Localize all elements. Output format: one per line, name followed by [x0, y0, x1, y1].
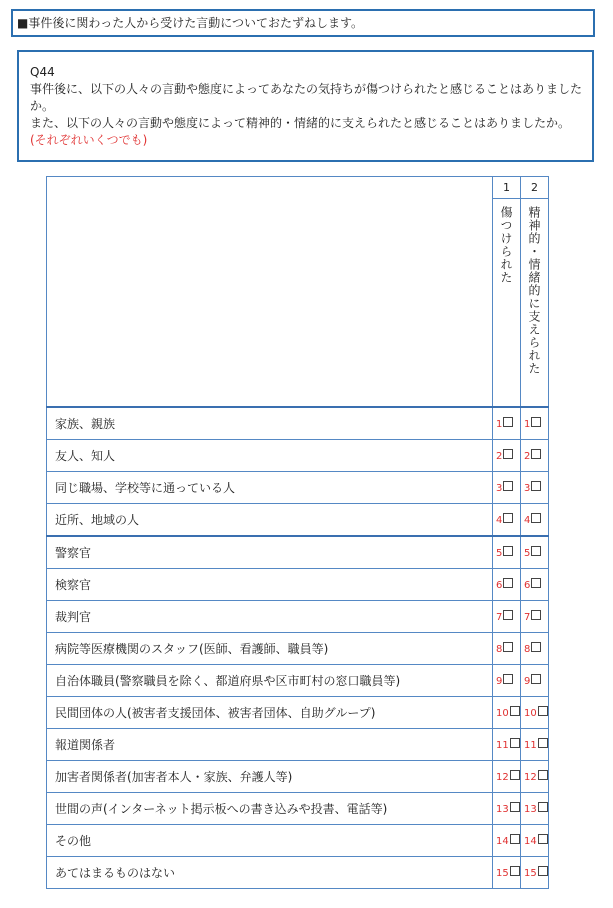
- supported-option-cell: [521, 471, 549, 503]
- option-code: 11: [524, 740, 537, 751]
- option-code: 15: [524, 868, 537, 879]
- supported-option-cell: [521, 696, 549, 728]
- supported-option-cell: [521, 632, 549, 664]
- option-code: 5: [496, 548, 503, 559]
- column-number-row: [47, 177, 549, 199]
- option-code: 10: [524, 708, 537, 719]
- supported-checkbox[interactable]: [531, 449, 541, 459]
- hurt-option-cell: [493, 503, 521, 536]
- row-label: 友人、知人: [47, 439, 493, 471]
- supported-checkbox[interactable]: [531, 481, 541, 491]
- hurt-checkbox[interactable]: [510, 834, 520, 844]
- hurt-checkbox[interactable]: [510, 770, 520, 780]
- option-code: 12: [524, 772, 537, 783]
- hurt-option-cell: [493, 568, 521, 600]
- row-label: 加害者関係者(加害者本人・家族、弁護人等): [47, 760, 493, 792]
- option-code: 13: [524, 804, 537, 815]
- table-row: [47, 824, 549, 856]
- question-text-2: [30, 115, 582, 149]
- row-label: 検察官: [47, 568, 493, 600]
- option-code: 8: [524, 644, 531, 655]
- hurt-option-cell: [493, 407, 521, 440]
- option-code: 3: [496, 483, 503, 494]
- table-row: [47, 632, 549, 664]
- column-number-1: 1: [493, 177, 521, 199]
- option-code: 9: [524, 676, 531, 687]
- row-label: 世間の声(インターネット掲示板への書き込みや投書、電話等): [47, 792, 493, 824]
- hurt-checkbox[interactable]: [503, 610, 513, 620]
- supported-option-cell: [521, 536, 549, 569]
- option-code: 8: [496, 644, 503, 655]
- supported-option-cell: [521, 792, 549, 824]
- column-number-2: 2: [521, 177, 549, 199]
- table-row: [47, 503, 549, 536]
- supported-checkbox[interactable]: [531, 642, 541, 652]
- hurt-checkbox[interactable]: [503, 417, 513, 427]
- table-row: [47, 600, 549, 632]
- supported-checkbox[interactable]: [531, 546, 541, 556]
- response-table: [46, 176, 549, 889]
- hurt-option-cell: [493, 856, 521, 888]
- option-code: 14: [524, 836, 537, 847]
- hurt-option-cell: [493, 760, 521, 792]
- hurt-checkbox[interactable]: [503, 481, 513, 491]
- question-note: (それぞれいくつでも): [30, 133, 148, 147]
- option-code: 2: [524, 451, 531, 462]
- row-label: 報道関係者: [47, 728, 493, 760]
- option-code: 5: [524, 548, 531, 559]
- row-label: 近所、地域の人: [47, 503, 493, 536]
- table-row: [47, 471, 549, 503]
- option-code: 15: [496, 868, 509, 879]
- supported-option-cell: [521, 728, 549, 760]
- supported-checkbox[interactable]: [538, 738, 548, 748]
- row-label: あてはまるものはない: [47, 856, 493, 888]
- hurt-checkbox[interactable]: [503, 642, 513, 652]
- supported-checkbox[interactable]: [538, 866, 548, 876]
- question-text-1: 事件後に、以下の人々の言動や態度によってあなたの気持ちが傷つけられたと感じることはありましたか。: [30, 82, 583, 113]
- column-label-cell-2: [521, 199, 549, 407]
- question-box: [17, 50, 594, 162]
- table-row: [47, 728, 549, 760]
- option-code: 14: [496, 836, 509, 847]
- hurt-checkbox[interactable]: [503, 546, 513, 556]
- question-number: Q44: [30, 65, 55, 79]
- question-text-2-body: また、以下の人々の言動や態度によって精神的・情緒的に支えられたと感じることはありましたか。: [30, 116, 571, 130]
- hurt-option-cell: [493, 792, 521, 824]
- hurt-checkbox[interactable]: [503, 513, 513, 523]
- option-code: 13: [496, 804, 509, 815]
- option-code: 2: [496, 451, 503, 462]
- hurt-checkbox[interactable]: [510, 738, 520, 748]
- hurt-option-cell: [493, 664, 521, 696]
- supported-option-cell: [521, 760, 549, 792]
- hurt-option-cell: [493, 439, 521, 471]
- supported-option-cell: [521, 856, 549, 888]
- option-code: 4: [524, 515, 531, 526]
- supported-option-cell: [521, 664, 549, 696]
- option-code: 1: [496, 419, 503, 430]
- row-label: 家族、親族: [47, 407, 493, 440]
- column-label-hurt: 傷つけられた: [499, 206, 513, 285]
- table-row: [47, 568, 549, 600]
- row-label: その他: [47, 824, 493, 856]
- supported-checkbox[interactable]: [531, 578, 541, 588]
- table-row: [47, 439, 549, 471]
- section-header-text: ■事件後に関わった人から受けた言動についておたずねします。: [17, 16, 364, 30]
- supported-option-cell: [521, 568, 549, 600]
- option-code: 4: [496, 515, 503, 526]
- table-row: [47, 664, 549, 696]
- hurt-option-cell: [493, 696, 521, 728]
- hurt-checkbox[interactable]: [510, 802, 520, 812]
- option-code: 10: [496, 708, 509, 719]
- supported-checkbox[interactable]: [531, 610, 541, 620]
- row-label: 民間団体の人(被害者支援団体、被害者団体、自助グループ): [47, 696, 493, 728]
- supported-option-cell: [521, 439, 549, 471]
- table-row: [47, 696, 549, 728]
- blank-header-cell: [47, 177, 493, 407]
- option-code: 12: [496, 772, 509, 783]
- row-label: 病院等医療機関のスタッフ(医師、看護師、職員等): [47, 632, 493, 664]
- option-code: 3: [524, 483, 531, 494]
- supported-option-cell: [521, 407, 549, 440]
- row-label: 同じ職場、学校等に通っている人: [47, 471, 493, 503]
- hurt-checkbox[interactable]: [510, 706, 520, 716]
- option-code: 6: [496, 580, 503, 591]
- hurt-option-cell: [493, 600, 521, 632]
- option-code: 6: [524, 580, 531, 591]
- hurt-option-cell: [493, 824, 521, 856]
- hurt-checkbox[interactable]: [503, 674, 513, 684]
- option-code: 7: [524, 612, 531, 623]
- hurt-checkbox[interactable]: [503, 449, 513, 459]
- supported-checkbox[interactable]: [531, 417, 541, 427]
- supported-checkbox[interactable]: [538, 834, 548, 844]
- section-header: [11, 9, 595, 37]
- column-label-cell-1: [493, 199, 521, 407]
- supported-checkbox[interactable]: [531, 674, 541, 684]
- hurt-checkbox[interactable]: [503, 578, 513, 588]
- table-row: [47, 856, 549, 888]
- supported-checkbox[interactable]: [538, 770, 548, 780]
- hurt-option-cell: [493, 471, 521, 503]
- option-code: 7: [496, 612, 503, 623]
- supported-option-cell: [521, 600, 549, 632]
- supported-option-cell: [521, 824, 549, 856]
- hurt-option-cell: [493, 728, 521, 760]
- row-label: 裁判官: [47, 600, 493, 632]
- table-row: [47, 760, 549, 792]
- table-row: [47, 407, 549, 440]
- column-label-supported: 精神的・情緒的に支えられた: [527, 206, 541, 376]
- option-code: 11: [496, 740, 509, 751]
- table-row: [47, 536, 549, 569]
- supported-checkbox[interactable]: [538, 706, 548, 716]
- hurt-option-cell: [493, 536, 521, 569]
- row-label: 自治体職員(警察職員を除く、都道府県や区市町村の窓口職員等): [47, 664, 493, 696]
- table-row: [47, 792, 549, 824]
- row-label: 警察官: [47, 536, 493, 569]
- supported-option-cell: [521, 503, 549, 536]
- option-code: 9: [496, 676, 503, 687]
- option-code: 1: [524, 419, 531, 430]
- supported-checkbox[interactable]: [538, 802, 548, 812]
- hurt-checkbox[interactable]: [510, 866, 520, 876]
- supported-checkbox[interactable]: [531, 513, 541, 523]
- hurt-option-cell: [493, 632, 521, 664]
